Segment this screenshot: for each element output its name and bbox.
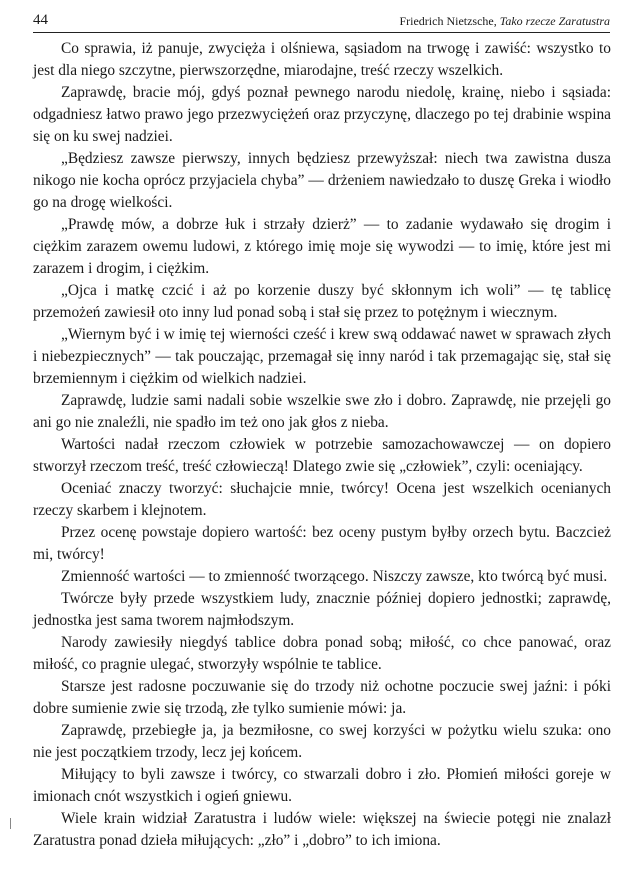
body-text: [33, 38, 611, 852]
paragraph: „Wiernym być i w imię tej wierności cześć i krew swą oddawać nawet w sprawach złych i niebezpiecznych” — tak pouczając, przemagał się inny naród i tak przemagając się, stał się brzemiennym i ciężkim od wielkich nadziei.: [33, 326, 611, 387]
paragraph: Zaprawdę, przebiegłe ja, ja bezmiłosne, co swej korzyści w pożytku wielu szuka: ono nie jest początkiem trzody, lecz jej końcem.: [33, 722, 611, 761]
running-title: [399, 11, 610, 31]
paragraph: Wartości nadał rzeczom człowiek w potrzebie samozachowawczej — on dopiero stworzył rzeczom treść, treść człowieczą! Dlatego zwie się „człowiek”, czyli: oceniający.: [33, 436, 611, 475]
paragraph: Co sprawia, iż panuje, zwycięża i olśniewa, sąsiadom na trwogę i zawiść: wszystko to jest dla niego szczytne, pierwszorzędne, miarodajne, treść rzeczy wszelkich.: [33, 40, 611, 79]
paragraph: „Ojca i matkę czcić i aż po korzenie duszy być skłonnym ich woli” — tę tablicę przemożeń zawiesił oto inny lud ponad sobą i stał się przez to potężnym i wiecznym.: [33, 282, 611, 321]
paragraph: Przez ocenę powstaje dopiero wartość: bez oceny pustym byłby orzech bytu. Baczcież mi, twórcy!: [33, 524, 611, 563]
running-author: Friedrich Nietzsche,: [399, 14, 497, 28]
paragraph: „Prawdę mów, a dobrze łuk i strzały dzierż” — to zadanie wydawało się drogim i ciężkim zarazem owemu ludowi, z którego imię moje się wywodzi — to imię, które jest mi zarazem i drogim, i ciężkim.: [33, 216, 611, 277]
page-number: 44: [33, 12, 48, 28]
running-book-title: Tako rzecze Zaratustra: [499, 14, 610, 28]
paragraph: Zmienność wartości — to zmienność tworzącego. Niszczy zawsze, kto twórcą być musi.: [61, 568, 608, 585]
paragraph: Twórcze były przede wszystkiem ludy, znacznie później dopiero jednostki; zaprawdę, jednostka jest sama tworem najmłodszym.: [33, 590, 611, 629]
paragraph: „Będziesz zawsze pierwszy, innych będziesz przewyższał: niech twa zawistna dusza nikogo nie kocha oprócz przyjaciela chyba” — drżeniem nawiedzało to duszę Greka i wiodło go na drogę wielkości.: [33, 150, 611, 211]
paragraph: Zaprawdę, bracie mój, gdyś poznał pewnego narodu niedolę, krainę, niebo i sąsiada: odgadniesz łatwo prawo jego przezwyciężeń oraz przyczynę, dlaczego po tej drabinie wspina się on ku swej nadziei.: [33, 84, 611, 145]
paragraph: Narody zawiesiły niegdyś tablice dobra ponad sobą; miłość, co chce panować, oraz miłość, co pragnie ulegać, stworzyły wspólnie te tablice.: [33, 634, 611, 673]
paragraph: Oceniać znaczy tworzyć: słuchajcie mnie, twórcy! Ocena jest wszelkich ocenianych rzeczy skarbem i klejnotem.: [33, 480, 611, 519]
paragraph: Wiele krain widział Zaratustra i ludów wiele: większej na świecie potęgi nie znalazł Zaratustra ponad dzieła miłujących: „zło” i „dobro” to ich imiona.: [33, 810, 611, 849]
margin-pencil-mark: [10, 818, 11, 829]
paragraph: Miłujący to byli zawsze i twórcy, co stwarzali dobro i zło. Płomień miłości goreje w imionach cnót wszystkich i ogień gniewu.: [33, 766, 611, 805]
paragraph: Starsze jest radosne poczuwanie się do trzody niż ochotne poczucie swej jaźni: i póki dobre sumienie zwie się trzodą, złe tylko sumienie mówi: ja.: [33, 678, 611, 717]
paragraph: Zaprawdę, ludzie sami nadali sobie wszelkie swe zło i dobro. Zaprawdę, nie przejęli go ani go nie znaleźli, nie spadło im też ono jak głos z nieba.: [33, 392, 611, 431]
running-header: [33, 10, 610, 33]
